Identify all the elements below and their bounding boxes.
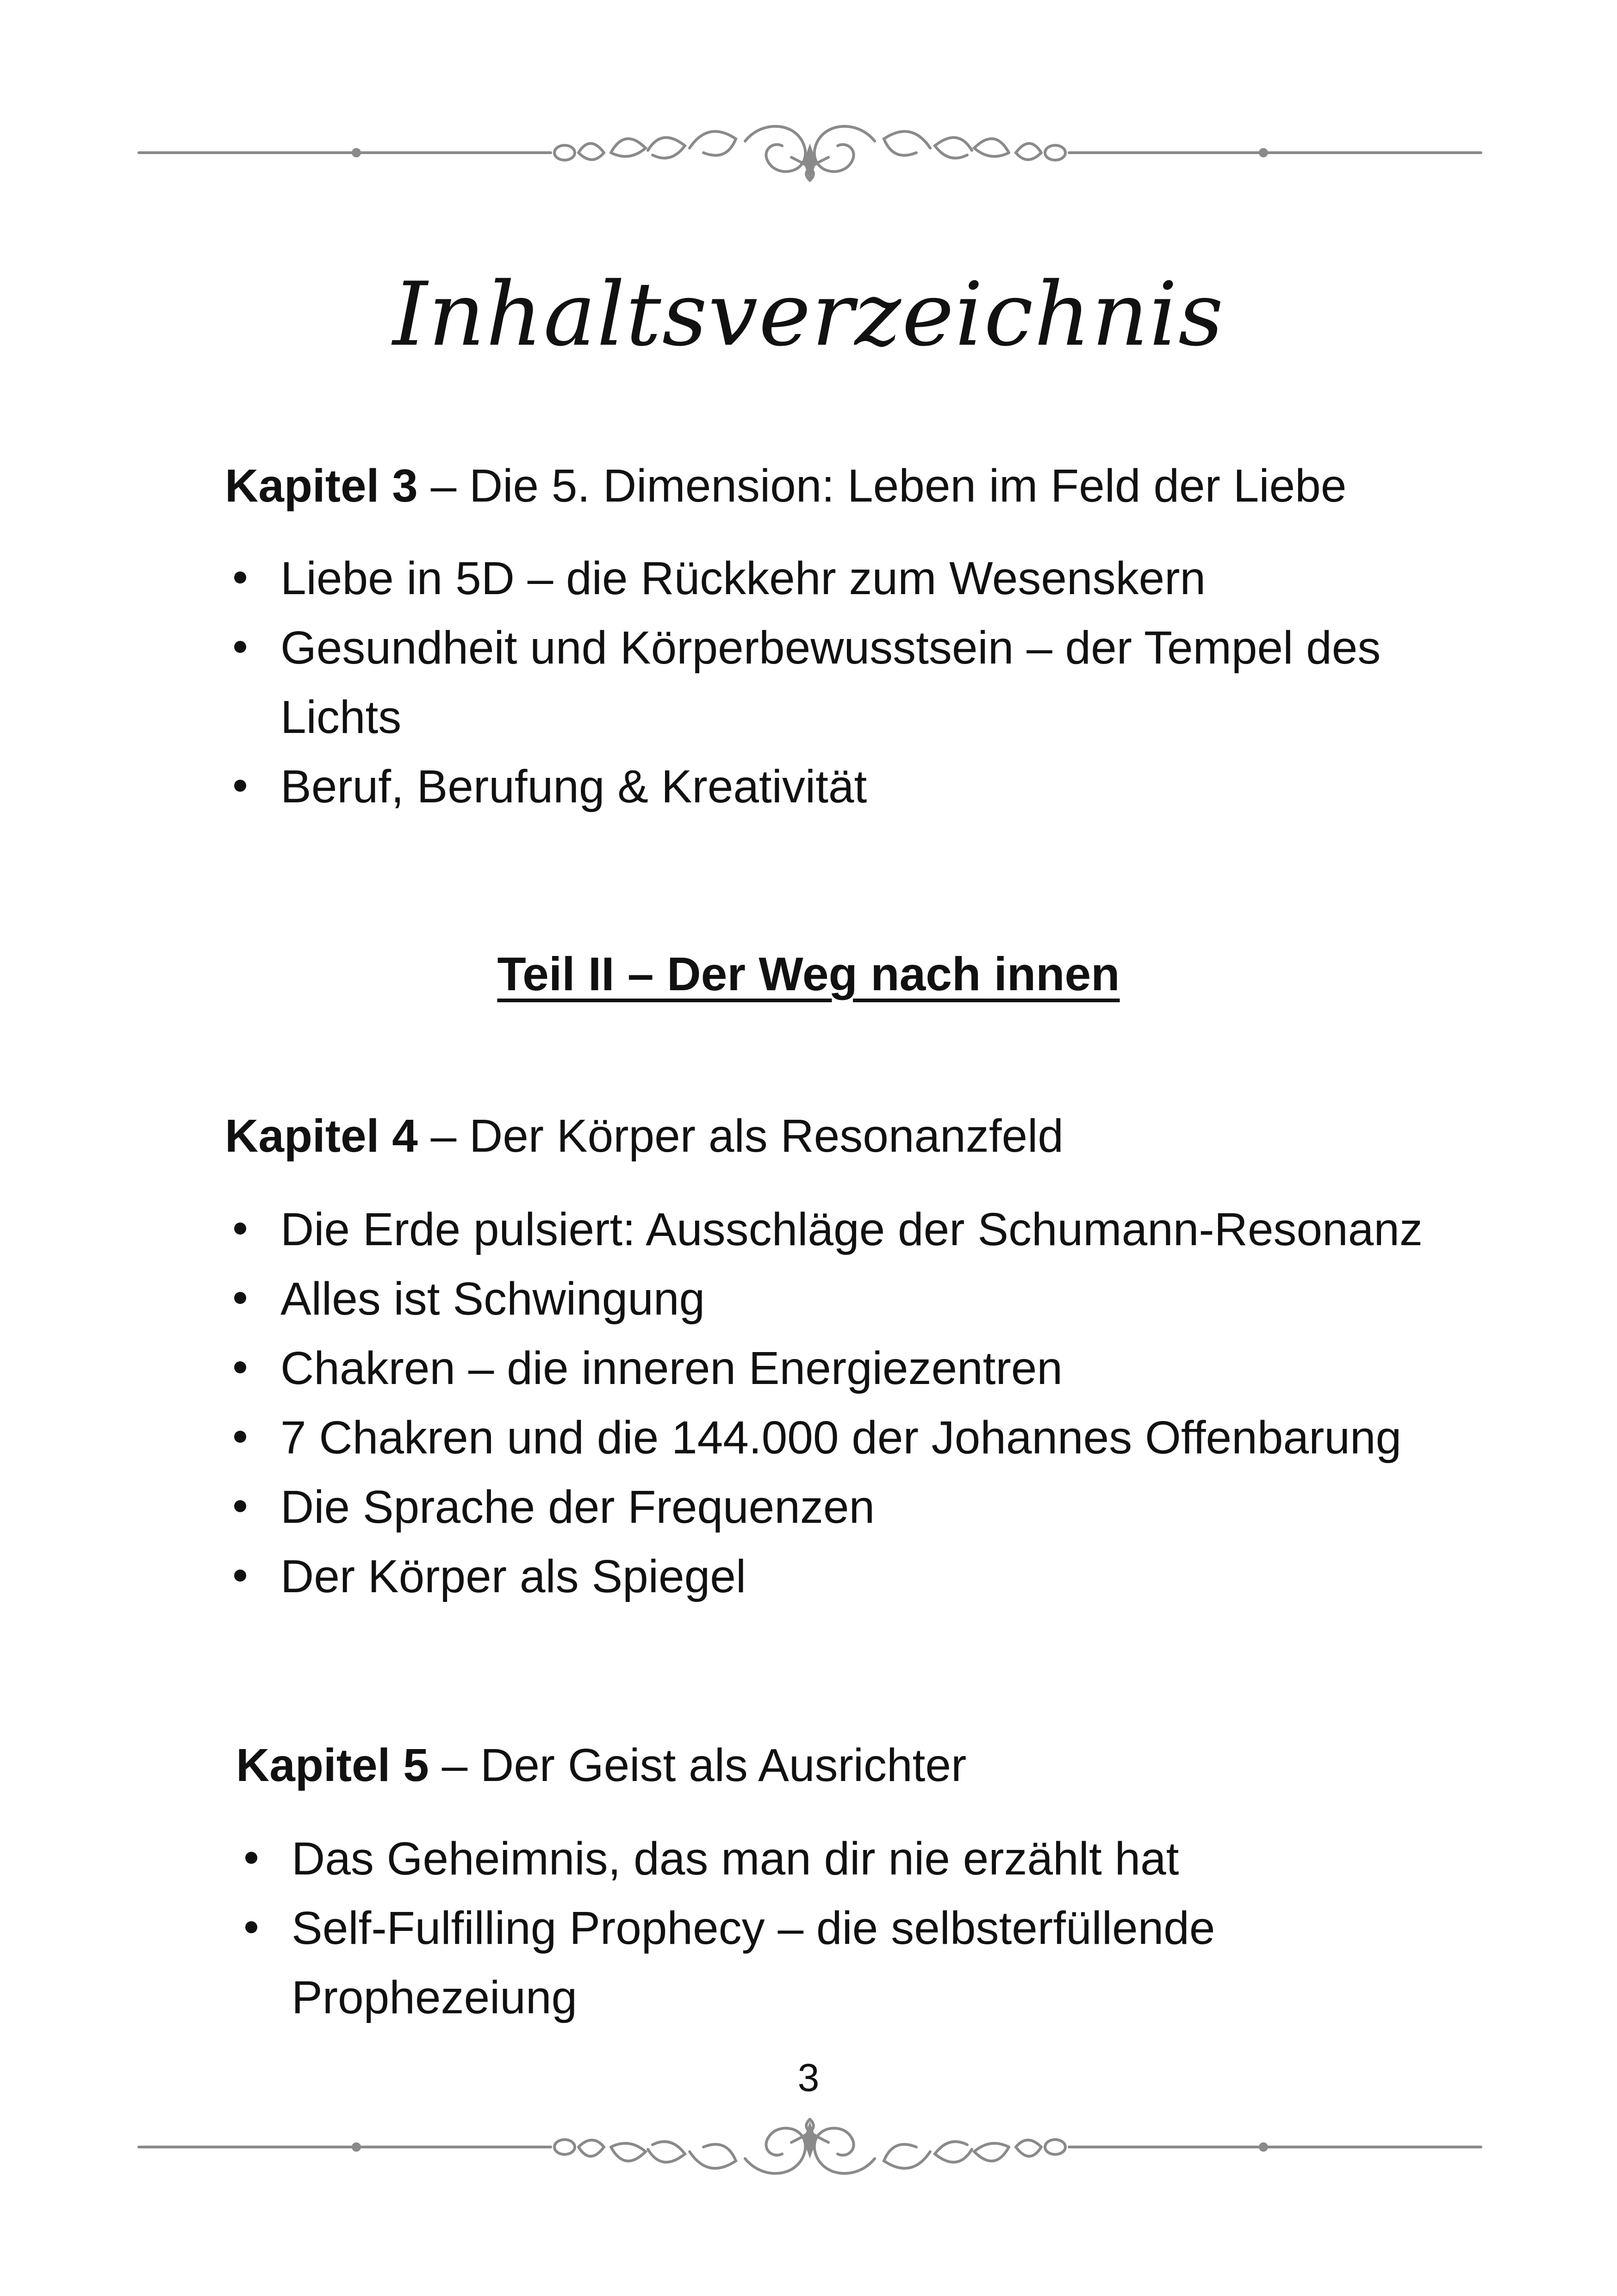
list-item xyxy=(236,1893,1215,1963)
page-number: 3 xyxy=(797,2056,820,2099)
chapter-3-heading xyxy=(225,458,1346,514)
chapter-5-list xyxy=(236,1824,1215,2032)
chapter-4-label: Kapitel 4 xyxy=(225,1110,418,1162)
list-item-text: Die Erde pulsiert: Ausschläge der Schumann-Resonanz xyxy=(280,1204,1423,1255)
bullet-icon xyxy=(234,641,246,653)
list-item-text: 7 Chakren und die 144.000 der Johannes Offenbarung xyxy=(280,1412,1402,1464)
bullet-icon xyxy=(245,1852,257,1864)
chapter-4-list xyxy=(225,1195,1423,1611)
part-2-heading: Teil II – Der Weg nach innen xyxy=(497,948,1120,1000)
list-item-text: Alles ist Schwingung xyxy=(280,1273,705,1325)
list-item-text: Prophezeiung xyxy=(292,1972,578,2023)
list-item xyxy=(225,1195,1423,1264)
ornament-flourish-icon xyxy=(134,116,1486,194)
list-item xyxy=(236,1824,1215,1893)
list-item xyxy=(225,1472,1423,1542)
list-item xyxy=(225,1542,1423,1611)
bullet-icon xyxy=(234,1500,246,1512)
list-item xyxy=(225,752,1381,821)
chapter-5-label: Kapitel 5 xyxy=(236,1739,429,1791)
list-item xyxy=(225,1403,1423,1472)
bullet-icon xyxy=(234,1222,246,1235)
bullet-icon xyxy=(234,1361,246,1373)
list-item xyxy=(225,1264,1423,1334)
bullet-icon xyxy=(245,1921,257,1933)
chapter-4-title: – Der Körper als Resonanzfeld xyxy=(417,1110,1063,1162)
list-item-text: Die Sprache der Frequenzen xyxy=(280,1481,875,1533)
list-item-text: Self-Fulfilling Prophecy – die selbsterfüllende xyxy=(292,1902,1215,1954)
list-item-text: Gesundheit und Körperbewusstsein – der Tempel des xyxy=(280,622,1381,674)
list-item xyxy=(225,544,1381,613)
list-item-text: Liebe in 5D – die Rückkehr zum Wesenskern xyxy=(280,552,1206,604)
bullet-icon xyxy=(234,780,246,792)
chapter-5-title: – Der Geist als Ausrichter xyxy=(429,1739,967,1791)
chapter-3-label: Kapitel 3 xyxy=(225,460,418,512)
list-item-text: Lichts xyxy=(280,691,402,743)
top-ornament-divider xyxy=(134,116,1486,194)
list-item-text: Das Geheimnis, das man dir nie erzählt hat xyxy=(292,1833,1179,1885)
chapter-3-list xyxy=(225,544,1381,821)
chapter-4-heading xyxy=(225,1108,1063,1164)
chapter-5-heading xyxy=(236,1738,966,1793)
list-item-text: Beruf, Berufung & Kreativität xyxy=(280,761,867,813)
list-item-text: Chakren – die inneren Energiezentren xyxy=(280,1342,1063,1394)
ornament-flourish-icon xyxy=(134,2108,1486,2186)
bullet-icon xyxy=(234,571,246,583)
list-item xyxy=(225,1334,1423,1403)
list-item-continuation xyxy=(236,1963,1215,2032)
bottom-ornament-divider xyxy=(134,2108,1486,2186)
list-item xyxy=(225,613,1381,683)
bullet-icon xyxy=(234,1570,246,1582)
list-item-text: Der Körper als Spiegel xyxy=(280,1551,746,1602)
bullet-icon xyxy=(234,1292,246,1304)
bullet-icon xyxy=(234,1431,246,1443)
chapter-3-title: – Die 5. Dimension: Leben im Feld der Liebe xyxy=(417,460,1347,512)
page-title: Inhaltsverzeichnis xyxy=(392,263,1225,366)
list-item-continuation xyxy=(225,683,1381,752)
